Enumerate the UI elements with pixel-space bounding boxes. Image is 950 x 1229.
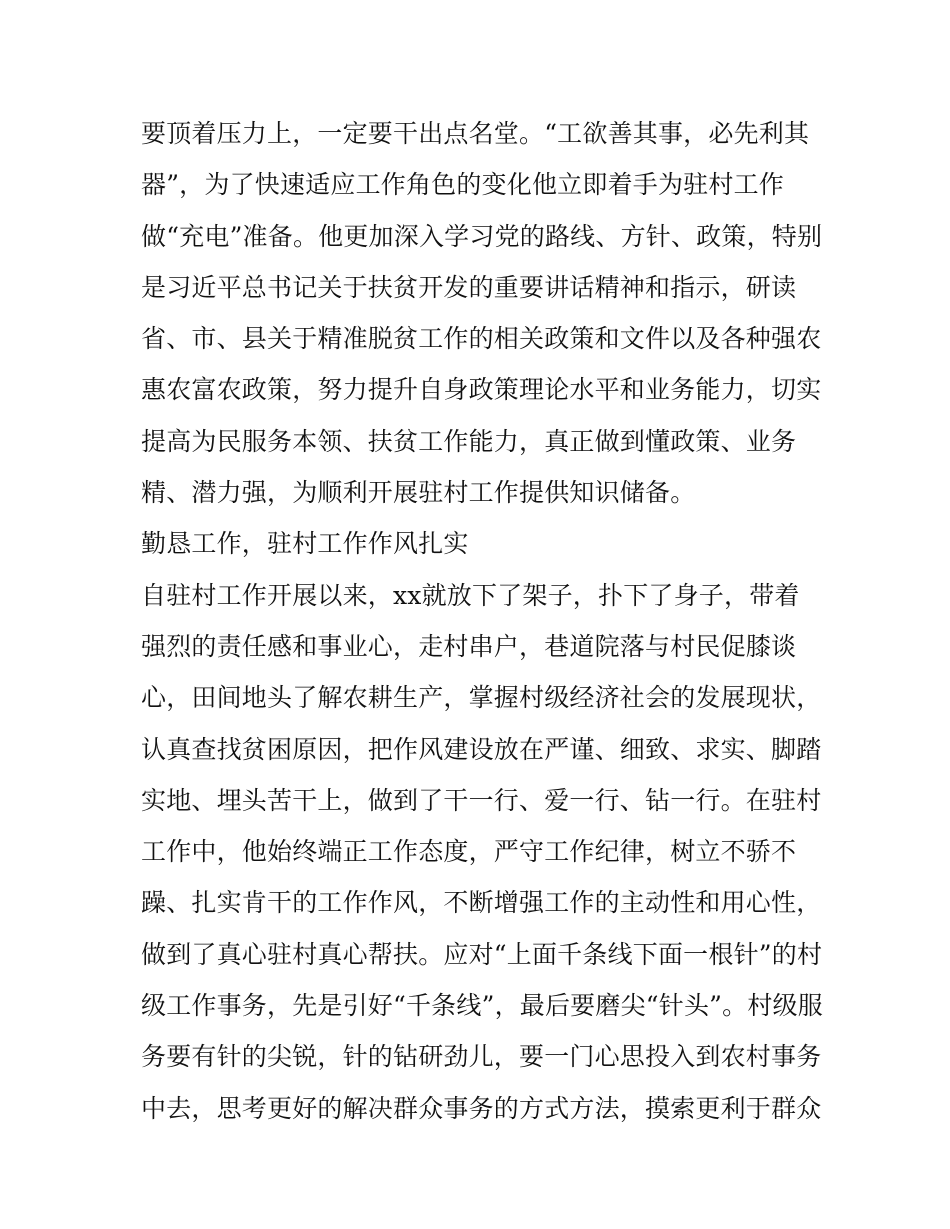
text-line: 认真查找贫困原因，把作风建设放在严谨、细致、求实、脚踏 [141, 734, 822, 764]
text-line: 器”，为了快速适应工作角色的变化他立即着手为驻村工作 [141, 170, 784, 200]
text-line: 是习近平总书记关于扶贫开发的重要讲话精神和指示，研读 [141, 272, 797, 302]
text-line: 级工作事务，先是引好“千条线”，最后要磨尖“针头”。村级服 [141, 991, 823, 1021]
document-body [141, 108, 821, 1134]
text-line: 实地、埋头苦干上，做到了干一行、爱一行、钻一行。在驻村 [141, 785, 822, 815]
text-line: 做“充电”准备。他更加深入学习党的路线、方针、政策，特别 [141, 221, 823, 251]
text-line: 工作中，他始终端正工作态度，严守工作纪律，树立不骄不 [141, 837, 797, 867]
section-heading: 勤恳工作，驻村工作作风扎实 [141, 529, 469, 559]
text-line: 强烈的责任感和事业心，走村串户，巷道院落与村民促膝谈 [141, 631, 797, 661]
text-line: 自驻村工作开展以来，xx就放下了架子，扑下了身子，带着 [141, 580, 800, 610]
text-line: 做到了真心驻村真心帮扶。应对“上面千条线下面一根针”的村 [141, 939, 823, 969]
text-line: 躁、扎实肯干的工作作风，不断增强工作的主动性和用心性， [141, 888, 822, 918]
text-line: 心，田间地头了解农耕生产，掌握村级经济社会的发展现状， [141, 683, 822, 713]
text-line: 要顶着压力上，一定要干出点名堂。“工欲善其事，必先利其 [141, 119, 810, 148]
text-line: 惠农富农政策，努力提升自身政策理论水平和业务能力，切实 [141, 375, 822, 405]
text-line: 务要有针的尖锐，针的钻研劲儿，要一门心思投入到农村事务 [141, 1042, 822, 1072]
text-line: 中去，思考更好的解决群众事务的方式方法，摸索更利于群众 [141, 1093, 822, 1123]
text-line: 提高为民服务本领、扶贫工作能力，真正做到懂政策、业务 [141, 426, 797, 456]
text-line: 精、潜力强，为顺利开展驻村工作提供知识储备。 [141, 478, 696, 508]
text-line: 省、市、县关于精准脱贫工作的相关政策和文件以及各种强农 [141, 324, 822, 354]
